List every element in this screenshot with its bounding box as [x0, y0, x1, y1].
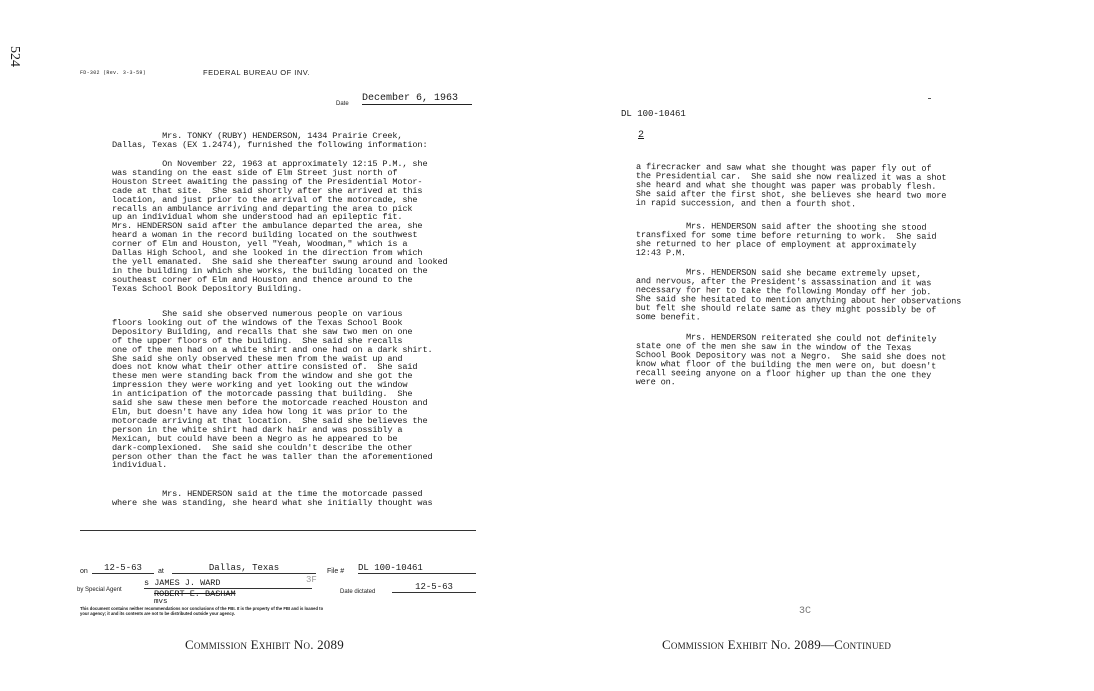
handwritten-mark: 3F: [306, 575, 317, 585]
at-value: Dallas, Texas: [172, 563, 316, 574]
file-value: DL 100-10461: [358, 563, 476, 574]
date-value: December 6, 1963: [362, 93, 472, 105]
agent-name-1: s JAMES J. WARD: [144, 578, 312, 589]
left-caption: Commission Exhibit No. 2089: [185, 637, 344, 652]
page-number: 2: [638, 130, 645, 141]
form-number: FD-302 (Rev. 3-3-59): [80, 70, 147, 76]
distribution-notice: This document contains neither recommendations nor conclusions of the FBI. It is the property of the FBI and is loaned to your agency; it and its contents are not to be distributed outside your agency.: [80, 606, 324, 616]
side-page-number: 524: [7, 46, 22, 67]
speck-mark: [928, 98, 931, 99]
right-page-mark: 3C: [799, 606, 812, 617]
agent-name-2: ROBERT E. BASHAM: [154, 589, 236, 599]
right-paragraph-1: a firecracker and saw what she thought was paper fly out of the Presidential car. She said she now realized it was a shot she heard and what she thought was paper was probably flesh. She said after the first shot, she believes she heard two more in rapid succession, and then a fourth shot.: [635, 162, 947, 209]
by-agent-label: by Special Agent: [77, 587, 122, 593]
right-paragraph-4: Mrs. HENDERSON reiterated she could not definitely state one of the men she saw in the window of the Texas School Book Depository was not a Negro. She said she does not know what floor of the building the men were on, but doesn't recall seeing anyone on a floor higher up than the one they were on.: [635, 332, 947, 387]
left-paragraph-1: Mrs. TONKY (RUBY) HENDERSON, 1434 Prairie Creek, Dallas, Texas (EX 1.2474), furnished the following information:: [112, 131, 428, 150]
right-paragraph-2: Mrs. HENDERSON said after the shooting she stood transfixed for some time before returning to work. She said she returned to her place of employment at approximately 12:43 P.M.: [635, 221, 937, 259]
right-caption: Commission Exhibit No. 2089—Continued: [662, 637, 892, 652]
right-paragraph-3: Mrs. HENDERSON said she became extremely upset, and nervous, after the President's assassination and it was necessary for her to take the following Monday off her job. She said she hesitated to mention anything about her observations but felt she should relate same as they might possibly be of some benefit.: [635, 267, 962, 323]
file-reference: DL 100-10461: [621, 109, 686, 119]
at-label: at: [158, 568, 164, 575]
agency-header: FEDERAL BUREAU OF INV.: [203, 68, 311, 77]
date-dictated-label: Date dictated: [340, 589, 376, 595]
left-paragraph-2: On November 22, 1963 at approximately 12:15 P.M., she was standing on the east side of Elm Street just north of Houston Street awaiting the passing of the Presidential Motor- cade at that site. She said shortly after she arrived at this location, and just prior to the arrival of the motorcade, she recalls an ambulance arriving and departing the area to pick up an individual whom she understood had an epileptic fit. Mrs. HENDERSON said after the ambulance departed the area, she heard a woman in the record building located on the southwest corner of Elm and Houston, yell "Yeah, Woodman," which is a Dallas High School, and she looked in the direction from which the yell emanated. She said she thereafter swung around and looked in the building in which she works, the building located on the southeast corner of Elm and Houston and thence around to the Texas School Book Depository Building.: [112, 159, 448, 294]
left-paragraph-3: She said she observed numerous people on various floors looking out of the windows of the Texas School Book Depository Building, and recalls that she saw two men on one of the upper floors of the building. She said she recalls one of the men had on a white shirt and one had on a dark shirt. She said she only observed these men from the waist up and does not know what their other attire consisted of. She said these men were standing back from the window and she got the impression they were working and yet looking out the window in anticipation of the motorcade passing that building. She said she saw these men before the motorcade reached Houston and Elm, but doesn't have any idea how long it was prior to the motorcade arriving at that location. She said she believes the person in the white shirt had dark hair and was possibly a Mexican, but could have been a Negro as he appeared to be dark-complexioned. She said she couldn't describe the other person other than the fact he was taller than the aforementioned individual.: [112, 309, 433, 471]
typist-initials: mvs: [154, 598, 168, 606]
date-dictated-value: 12-5-63: [392, 582, 476, 593]
on-value: 12-5-63: [92, 563, 154, 574]
file-label: File #: [327, 568, 345, 575]
on-label: on: [80, 568, 88, 575]
footer-divider: [80, 530, 476, 531]
left-paragraph-4: Mrs. HENDERSON said at the time the motorcade passed where she was standing, she heard what she initially thought was: [112, 489, 433, 508]
date-label: Date: [336, 101, 349, 107]
